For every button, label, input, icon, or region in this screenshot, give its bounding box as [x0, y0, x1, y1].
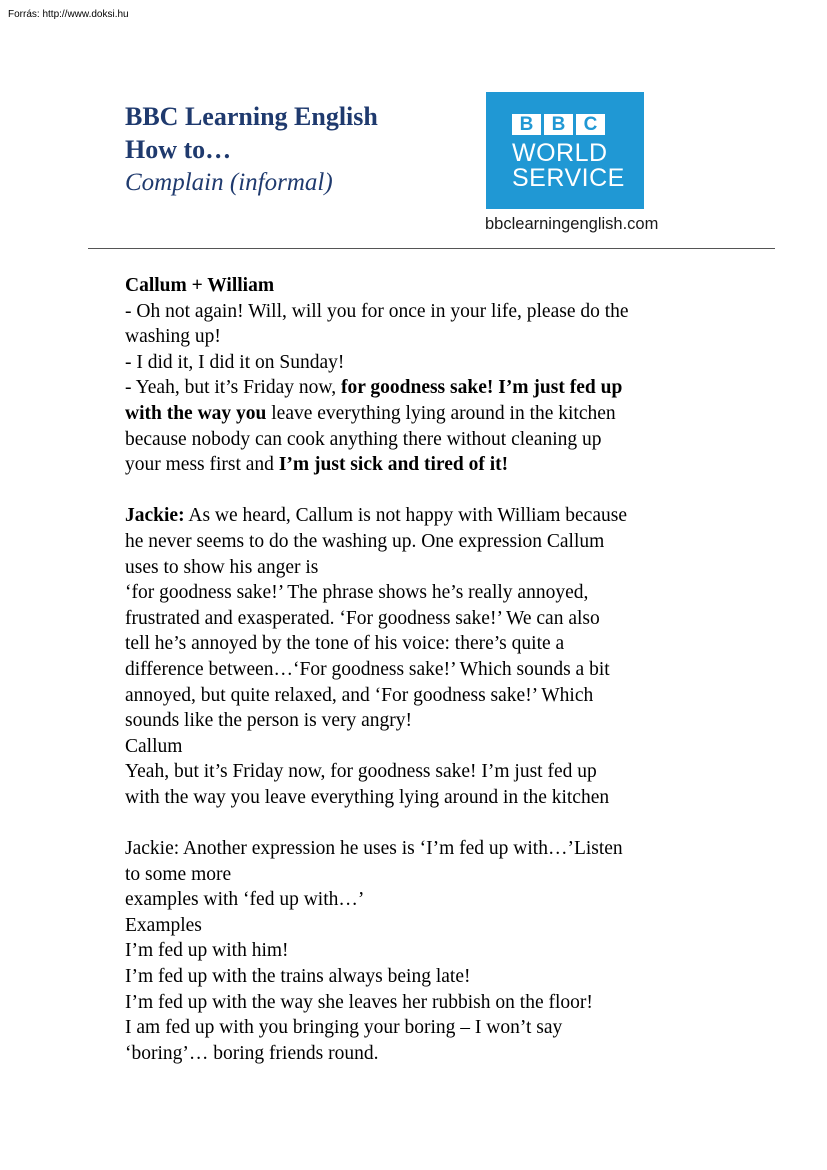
logo-service: SERVICE	[512, 164, 625, 192]
explanation-line: Callum	[125, 735, 183, 757]
dialogue-line: - Oh not again! Will, will you for once in your life, please do the	[125, 300, 629, 322]
examples-line: examples with ‘fed up with…’	[125, 889, 365, 911]
example-item: I’m fed up with the trains always being late!	[125, 966, 471, 988]
bbc-letter-b2: B	[544, 114, 573, 135]
explanation-line: uses to show his anger is	[125, 556, 319, 578]
explanation-line: sounds like the person is very angry!	[125, 710, 413, 732]
dialogue-line: with the way you leave everything lying around in the kitchen	[125, 402, 616, 424]
logo-url: bbclearningenglish.com	[485, 215, 659, 233]
dialogue-line: - I did it, I did it on Sunday!	[125, 351, 345, 373]
examples-line: to some more	[125, 863, 232, 885]
topic-title: Complain (informal)	[125, 169, 333, 196]
page-subtitle-how-to: How to…	[125, 135, 232, 164]
header-divider	[88, 248, 775, 249]
source-label: Forrás: http://www.doksi.hu	[8, 9, 129, 20]
explanation-line: Yeah, but it’s Friday now, for goodness sake! I’m just fed up	[125, 761, 597, 783]
title-block	[125, 100, 378, 199]
dialogue-heading: Callum + William	[125, 275, 275, 296]
explanation-line: frustrated and exasperated. ‘For goodness sake!’ We can also	[125, 607, 600, 629]
dialogue-line: your mess first and I’m just sick and tired of it!	[125, 454, 509, 476]
explanation-line: difference between…‘For goodness sake!’ Which sounds a bit	[125, 658, 610, 680]
logo-world: WORLD	[512, 139, 608, 167]
explanation-line: he never seems to do the washing up. One expression Callum	[125, 530, 605, 552]
explanation-line: annoyed, but quite relaxed, and ‘For goodness sake!’ Which	[125, 684, 594, 706]
bbc-letter-c: C	[576, 114, 605, 135]
bbc-letters	[512, 114, 605, 135]
bbc-world-service-logo	[486, 92, 644, 209]
dialogue-line: washing up!	[125, 326, 221, 348]
example-item: ‘boring’… boring friends round.	[125, 1042, 379, 1064]
example-item: I’m fed up with the way she leaves her rubbish on the floor!	[125, 991, 593, 1013]
example-item: I am fed up with you bringing your boring – I won’t say	[125, 1017, 563, 1039]
examples-line: Jackie: Another expression he uses is ‘I’m fed up with…’Listen	[125, 838, 623, 860]
page-title: BBC Learning English	[125, 102, 378, 131]
examples-heading: Examples	[125, 914, 202, 936]
example-item: I’m fed up with him!	[125, 940, 289, 962]
explanation-line: ‘for goodness sake!’ The phrase shows he’s really annoyed,	[125, 582, 589, 604]
explanation-line: Jackie: As we heard, Callum is not happy with William because	[125, 505, 627, 527]
dialogue-line: because nobody can cook anything there without cleaning up	[125, 428, 602, 450]
explanation-line: with the way you leave everything lying around in the kitchen	[125, 786, 610, 808]
dialogue-line: - Yeah, but it’s Friday now, for goodness sake! I’m just fed up	[125, 377, 623, 399]
explanation-line: tell he’s annoyed by the tone of his voice: there’s quite a	[125, 633, 565, 655]
document-body	[125, 273, 725, 1066]
bbc-letter-b1: B	[512, 114, 541, 135]
